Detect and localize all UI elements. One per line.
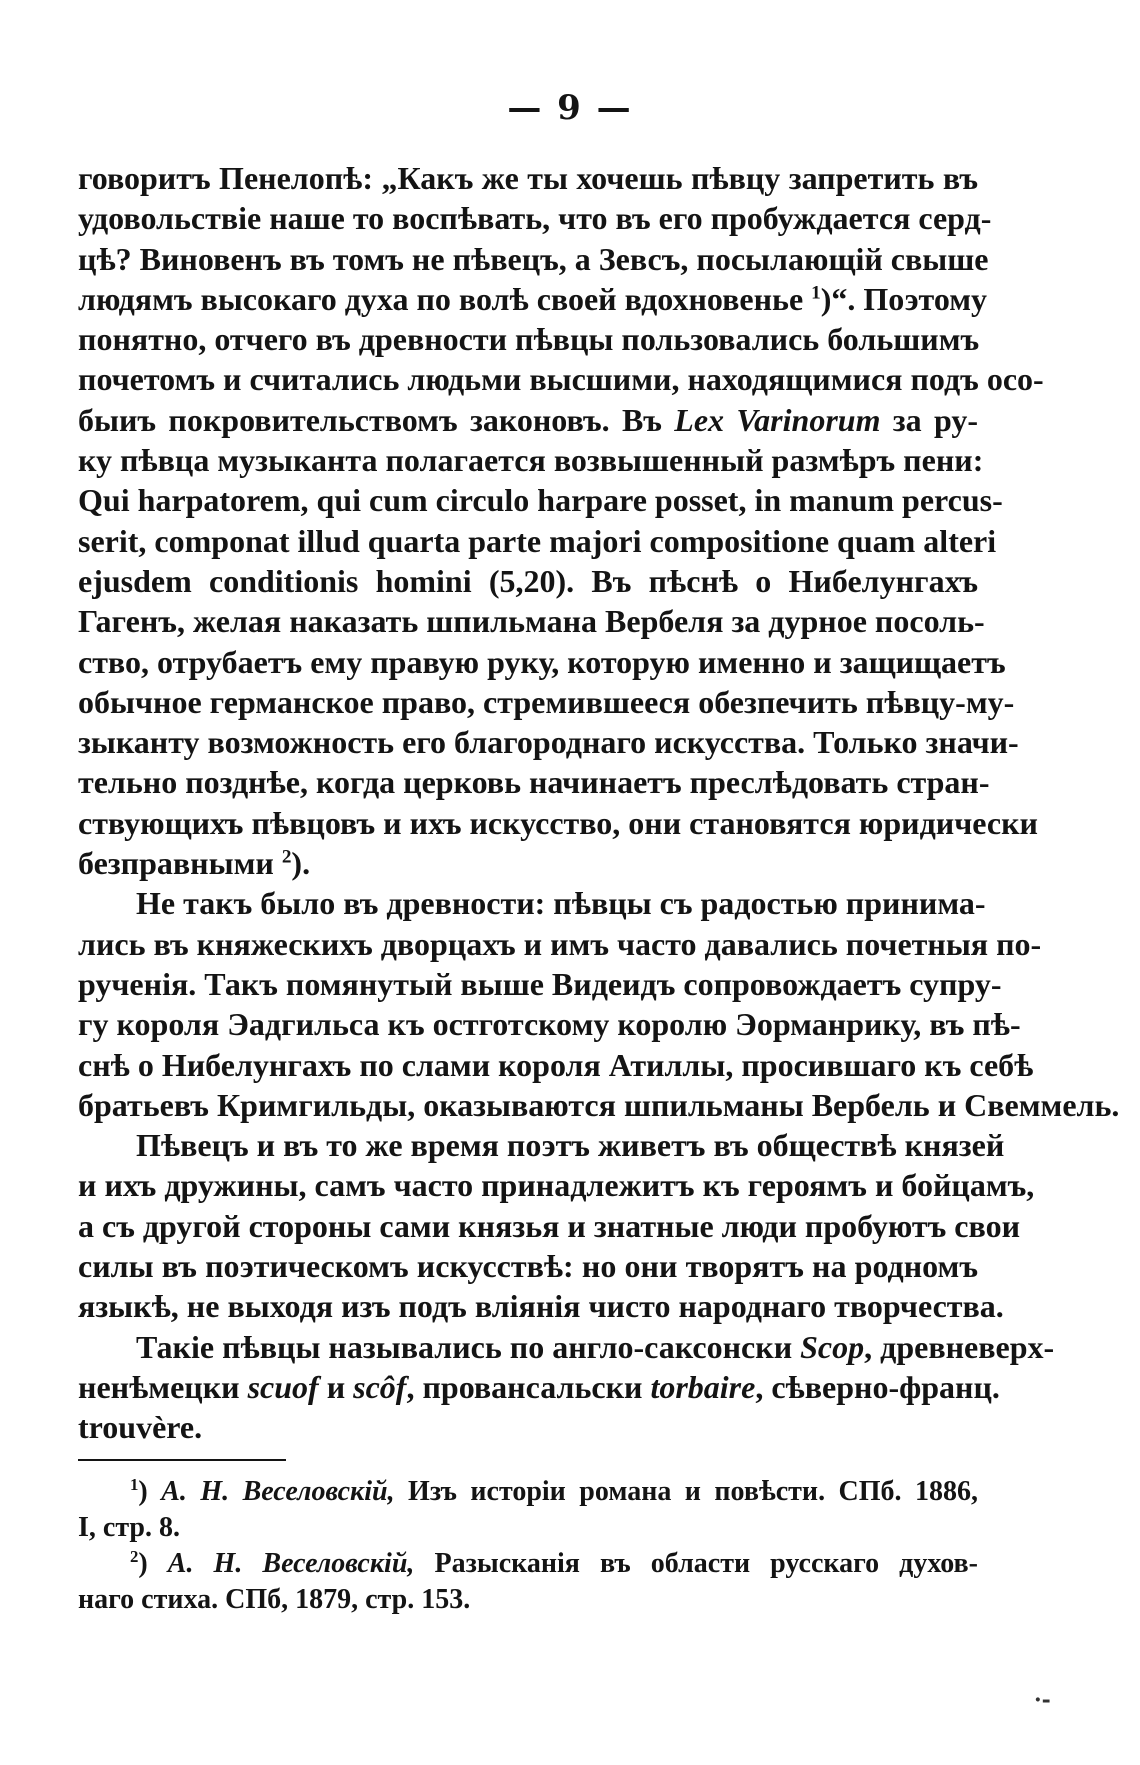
text-run: языкѣ, не выходя изъ подъ вліянія чисто народнаго творчества. [78, 1288, 1004, 1325]
text-run: Изъ исторіи романа и повѣсти. СПб. 1886, [394, 1476, 978, 1507]
text-run: лись въ княжескихъ дворцахъ и имъ часто давались почетныя по- [78, 925, 1042, 962]
text-run: рученія. Такъ помянутый выше Видеидъ сопровождаетъ супру- [78, 965, 1002, 1002]
text-line [78, 722, 1019, 762]
text-line [78, 1286, 1004, 1326]
footnote-reference: 2 [130, 1546, 139, 1566]
footnote-reference: 1 [811, 282, 821, 304]
text-run: Такіе пѣвцы назывались по англо-саксонски [136, 1328, 801, 1365]
text-run: , древневерх- [864, 1328, 1055, 1365]
text-line [78, 319, 978, 359]
text-run: понятно, отчего въ древности пѣвцы пользовались большимъ [78, 321, 980, 358]
footnote-reference: 2 [281, 846, 292, 868]
text-line [78, 682, 1015, 722]
footnote-line [78, 1582, 978, 1618]
text-line [78, 924, 1042, 964]
italic-text: scuof [247, 1368, 319, 1405]
text-run: trouvère. [78, 1409, 203, 1446]
text-run: Гагенъ, желая наказать шпильмана Вербеля за дурное посоль- [78, 603, 985, 640]
text-run: ) [138, 1476, 162, 1507]
text-line [78, 198, 992, 238]
text-line [78, 762, 990, 802]
text-line [78, 480, 1003, 520]
text-line [78, 1165, 1035, 1205]
italic-text: А. Н. Веселовскій, [167, 1548, 415, 1579]
text-run: обычное германское право, стремившееся обезпечить пѣвцу-му- [78, 683, 1015, 720]
text-run: быиъ покровительствомъ законовъ. Въ [78, 401, 675, 438]
text-run: ejusdem conditionis homini (5,20). Въ пѣснѣ о Нибелунгахъ [78, 562, 978, 599]
text-run: Qui harpatorem, qui cum circulo harpare posset, in manum percus- [78, 482, 1003, 519]
text-run: ство, отрубаетъ ему правую руку, которую именно и защищаетъ [78, 643, 1006, 680]
text-line [78, 843, 978, 883]
text-line [78, 1367, 1000, 1407]
text-line [78, 1085, 1120, 1125]
footnote-line [78, 1474, 978, 1510]
text-line [78, 359, 1044, 399]
text-run: тельно позднѣе, когда церковь начинаетъ преслѣдовать стран- [78, 764, 990, 801]
text-run: за ру- [880, 401, 979, 438]
text-run: ку пѣвца музыканта полагается возвышенный размѣръ пени: [78, 442, 984, 479]
footnote-reference: 1 [130, 1474, 139, 1494]
italic-text: Scop [800, 1328, 865, 1365]
text-line [78, 1327, 1055, 1367]
text-run: serit, componat illud quarta parte majori compositione quam alteri [78, 522, 997, 559]
italic-text: А. Н. Веселовскій, [161, 1476, 395, 1507]
text-run: а съ другой стороны сами князья и знатные люди пробуютъ свои [78, 1207, 1020, 1244]
footnotes [78, 1474, 978, 1618]
footnote-line [78, 1546, 978, 1582]
text-run: ) [138, 1548, 168, 1579]
italic-text: scôf [353, 1368, 407, 1405]
text-line [78, 883, 986, 923]
text-line [78, 239, 989, 279]
text-run: ствующихъ пѣвцовъ и ихъ искусство, они становятся юридически [78, 804, 1038, 841]
text-run: снѣ о Нибелунгахъ по слами короля Атиллы, просившаго къ себѣ [78, 1046, 1034, 1083]
text-run: Не такъ было въ древности: пѣвцы съ радостью принима- [136, 885, 986, 922]
text-run: цѣ? Виновенъ въ томъ не пѣвецъ, а Зевсъ, посылающій свыше [78, 240, 989, 277]
text-line [78, 1045, 1034, 1085]
text-line [78, 1125, 1005, 1165]
text-run: говоритъ Пенелопѣ: „Какъ же ты хочешь пѣвцу запретить въ [78, 160, 978, 196]
text-run: ненѣмецки [78, 1368, 248, 1405]
footnote-divider [78, 1459, 286, 1461]
text-line [78, 1407, 978, 1447]
text-line [78, 964, 1002, 1004]
italic-text: Lex Varinorum [674, 401, 881, 438]
text-run: гу короля Эадгильса къ остготскому королю Эорманрику, въ пѣ- [78, 1006, 1021, 1043]
text-line [78, 400, 978, 440]
text-line [78, 803, 1038, 843]
text-line [78, 1004, 1021, 1044]
text-run: Пѣвецъ и въ то же время поэтъ живетъ въ обществѣ князей [136, 1127, 1005, 1164]
text-run: братьевъ Кримгильды, оказываются шпильманы Вербель и Свеммель. [78, 1086, 1120, 1123]
text-run: наго стиха. СПб, 1879, стр. 153. [78, 1584, 471, 1615]
text-run: зыканту возможность его благороднаго искусства. Только значи- [78, 724, 1019, 761]
text-line [78, 561, 978, 601]
text-run: ). [291, 845, 311, 882]
text-run: силы въ поэтическомъ искусствѣ: но они творятъ на родномъ [78, 1248, 978, 1285]
text-line [78, 440, 984, 480]
text-line [78, 1206, 1020, 1246]
text-run: безправными [78, 845, 282, 882]
text-run: и ихъ дружины, самъ часто принадлежитъ къ героямъ и бойцамъ, [78, 1167, 1035, 1204]
text-run: , провансальски [406, 1368, 651, 1405]
text-run: I, стр. 8. [78, 1512, 180, 1543]
text-run: и [318, 1368, 354, 1405]
text-run: почетомъ и считались людьми высшими, находящимися подъ осо- [78, 361, 1044, 398]
text-line [78, 279, 987, 319]
text-run: , сѣверно-франц. [755, 1368, 1000, 1405]
text-line [78, 642, 1006, 682]
body-text [78, 158, 1120, 1448]
text-run: )“. Поэтому [820, 280, 987, 317]
text-line [78, 521, 997, 561]
text-run: Разысканія въ области русскаго духов- [414, 1548, 979, 1579]
text-run: удовольствіе наше то воспѣвать, что въ его пробуждается серд- [78, 200, 992, 237]
page-blemish-mark: ·‑ [1034, 1687, 1051, 1713]
text-line [78, 601, 985, 641]
italic-text: torbaire [650, 1368, 756, 1405]
text-run: людямъ высокаго духа по волѣ своей вдохновенье [78, 280, 812, 317]
text-line [78, 1246, 978, 1286]
text-line [78, 158, 978, 198]
page-number: — 9 — [507, 88, 633, 128]
footnote-line [78, 1510, 978, 1546]
